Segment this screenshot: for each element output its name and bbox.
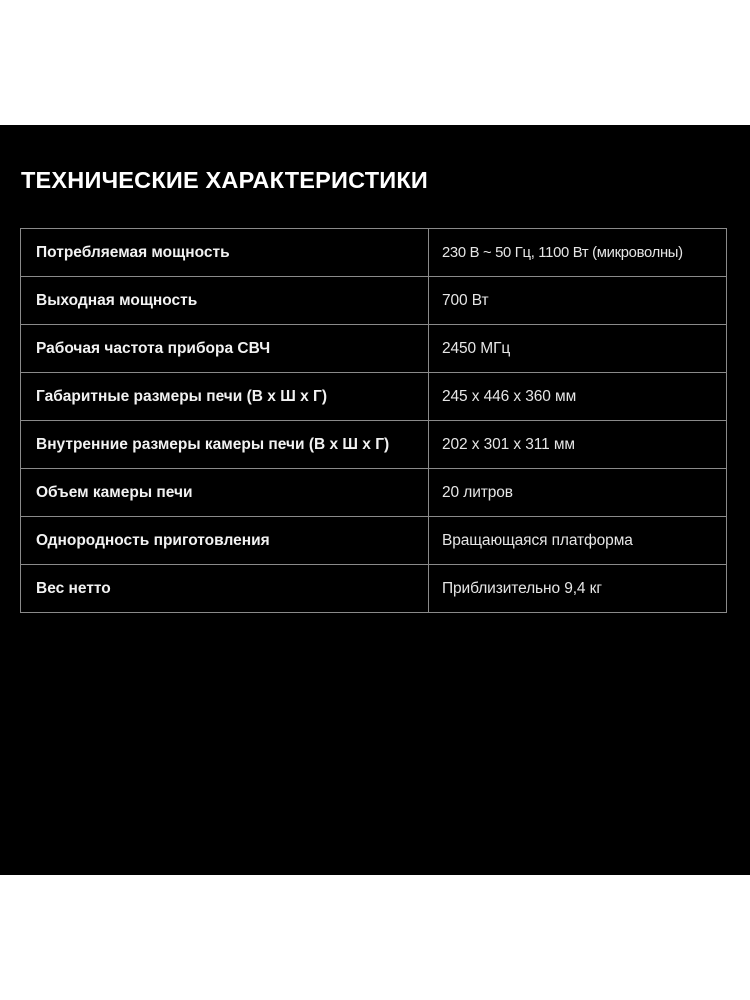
spec-value: Вращающаяся платформа [429,517,727,565]
spec-value: 230 В ~ 50 Гц, 1100 Вт (микроволны) [429,229,727,277]
spec-param: Внутренние размеры камеры печи (В х Ш х Г) [21,421,429,469]
table-row [21,565,727,613]
table-row [21,517,727,565]
table-row [21,469,727,517]
spec-param: Потребляемая мощность [21,229,429,277]
spec-param: Объем камеры печи [21,469,429,517]
spec-table [20,228,727,613]
table-row [21,277,727,325]
spec-value: 700 Вт [429,277,727,325]
spec-value: 202 х 301 х 311 мм [429,421,727,469]
page-title: ТЕХНИЧЕСКИЕ ХАРАКТЕРИСТИКИ [21,167,428,193]
spec-value: 245 х 446 х 360 мм [429,373,727,421]
spec-value: 2450 МГц [429,325,727,373]
spec-param: Выходная мощность [21,277,429,325]
spec-param: Однородность приготовления [21,517,429,565]
table-row [21,325,727,373]
table-row [21,421,727,469]
spec-param: Рабочая частота прибора СВЧ [21,325,429,373]
spec-param: Вес нетто [21,565,429,613]
table-row [21,373,727,421]
spec-param: Габаритные размеры печи (В х Ш х Г) [21,373,429,421]
spec-value: 20 литров [429,469,727,517]
table-row [21,229,727,277]
spec-value: Приблизительно 9,4 кг [429,565,727,613]
